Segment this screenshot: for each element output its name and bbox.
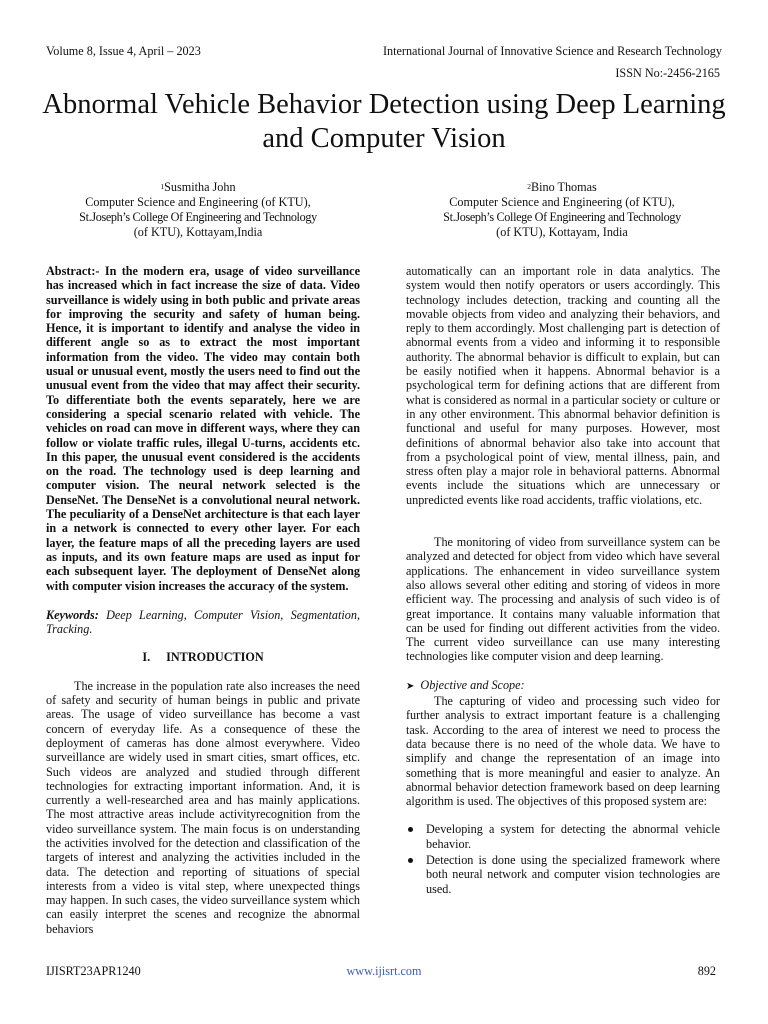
author-superscript: 2 (527, 182, 531, 191)
author-institution: St.Joseph’s College Of Engineering and Technology (443, 210, 681, 224)
page-number: 892 (697, 964, 716, 978)
author-location: (of KTU), Kottayam, India (496, 225, 628, 239)
arrow-bullet-icon: ➤ (406, 680, 415, 692)
journal-website-link[interactable]: www.ijisrt.com (346, 964, 422, 978)
author-location: (of KTU), Kottayam,India (133, 225, 263, 239)
continued-paragraph: automatically can an important role in data analytics. The system would then notify operators or users accordingly. This technology includes detection, tracking and counting all the movable objects from video and analyzing their behaviors, and reply to them accordingly. Most challenging part is detection of abnormal events from a video and informing it to responsible authority. The abnormal behavior is difficult to explain, but can be easily notified when it happens. Abnormal behavior is a psychological term for defining actions that are different from what is considered as normal in a particular society or culture or in any other environment. This abnormal behavior definition is functional and useful for many purposes. However, most definitions of abnormal behavior also take into account that from a psychological point of view, mental illness, pain, and stress often play a major role in behavioral patterns. Abnormal events include the situations which are unnecessary or unpredicted events like road accidents, traffic violations, etc. (406, 264, 720, 507)
objective-paragraph: The capturing of video and processing such video for further analysis to extract important feature is a challenging task. According to the area of interest we need to process the data because there is no need of the whole data. We have to simplify and change the representation of an image into something that is more meaningful and easier to analyze. An abnormal behavior detection framework based on deep learning algorithm is used. The objectives of this proposed system are: (406, 694, 720, 809)
objective-heading (406, 678, 720, 694)
author-name (402, 180, 722, 195)
intro-paragraph: The increase in the population rate also increases the need of safety and security of human beings in public and private areas. The usage of video surveillance has become a vast concern of everyday life. As a consequence of these the deployment of cameras has done almost everywhere. Video surveillance are widely used in smart cities, smart offices, etc. Such videos are analyzed and studied through different technologies for extracting important information. And, it is currently a well-researched area and has mainly applications. The most attractive areas include activityrecognition from the video surveillance system. The main focus is on understanding the activities involved for the detection and classification of the targets of interest and analyzing the activities included in the data. The detection and reporting of situations of special interests from a video is vital step, where unexpected things may happen. In such cases, the video surveillance system which can easily interpret the scenes and recognize the abnormal behaviors (46, 678, 360, 936)
right-column (406, 264, 720, 898)
author-department: Computer Science and Engineering (of KTU), (85, 195, 311, 209)
bullet-dot-icon (408, 858, 413, 863)
objectives-list (406, 822, 720, 895)
list-item (406, 822, 720, 851)
monitoring-paragraph: The monitoring of video from surveillance system can be analyzed and detected for object from video which have several applications. The enhancement in video surveillance system also allows several other editing and storing of videos in more efficient way. The processing and analysis of such video is of great importance. It contains many valuable information that can be used for finding out different activities from the video. The current video surveillance can use many interesting technologies like computer vision and deep learning. (406, 535, 720, 664)
keywords-text: Deep Learning, Computer Vision, Segmentation, Tracking. (46, 607, 360, 637)
author-name-text: Susmitha John (164, 180, 236, 194)
author-superscript: 1 (160, 182, 165, 191)
author-name-text: Bino Thomas (530, 180, 597, 194)
author-block-2 (402, 180, 722, 240)
section-heading-introduction (46, 650, 360, 664)
paper-title: Abnormal Vehicle Behavior Detection using Deep Learning and Computer Vision (42, 89, 726, 154)
left-column (46, 264, 360, 936)
list-item-text: Detection is done using the specialized framework where both neural network and computer vision technologies are used. (426, 852, 720, 896)
objective-heading-text: Objective and Scope: (420, 677, 525, 692)
volume-info: Volume 8, Issue 4, April – 2023 (46, 44, 201, 58)
abstract-text: Abstract:- In the modern era, usage of video surveillance has increased which in fact increase the size of data. Video surveillance is widely using in both public and private areas for improving the security and safety of human being. Hence, it is important to identify and analyse the video in different angle so as to extract the most important information from the video. The video may contain both usual or unusual event, mostly the users need to find out the unusual event from the video that may affect their security. To differentiate both the events separately, here we are considering a special scenario related with vehicle. The vehicles on road can move in different ways, where they can follow or violate traffic rules, illegal U-turns, accidents etc. In this paper, the unusual event considered is the accidents on the road. The technology used is deep learning and computer vision. The neural network selected is the DenseNet. The DenseNet is a convolutional neural network. The peculiarity of a DenseNet architecture is that each layer in a network is connected to every other layer. For each layer, the feature maps of all the preceding layers are used as inputs, and its own feature maps are used as input for each subsequent layer. The deployment of DenseNet along with computer vision increases the accuracy of the system. (46, 264, 360, 593)
bullet-dot-icon (408, 827, 413, 832)
author-institution: St.Joseph’s College Of Engineering and Technology (79, 210, 317, 224)
keywords-label: Keywords: (46, 607, 99, 622)
author-block-1 (38, 180, 358, 240)
section-title: INTRODUCTION (166, 650, 264, 665)
author-department: Computer Science and Engineering (of KTU), (449, 195, 675, 209)
list-item-text: Developing a system for detecting the abnormal vehicle behavior. (426, 822, 720, 851)
paper-id: IJISRT23APR1240 (46, 964, 141, 978)
section-number: I. (142, 650, 151, 665)
keywords (46, 608, 360, 637)
journal-name: International Journal of Innovative Science and Research Technology (382, 44, 722, 58)
issn-number: ISSN No:-2456-2165 (615, 66, 720, 80)
author-name (38, 180, 358, 195)
list-item (406, 853, 720, 896)
